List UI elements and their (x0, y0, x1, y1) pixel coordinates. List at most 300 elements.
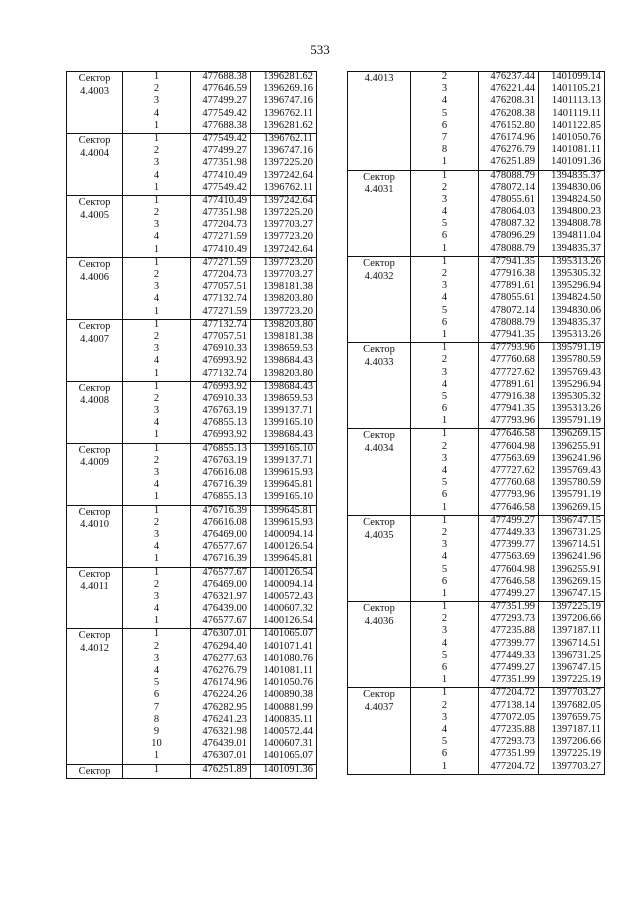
y-coordinate: 1394830.06 (539, 183, 605, 195)
point-number: 1 (123, 764, 191, 779)
y-coordinate: 1395769.43 (539, 368, 605, 380)
point-number: 1 (411, 515, 479, 528)
y-coordinate: 1394800.23 (539, 207, 605, 219)
x-coordinate: 476237.44 (479, 72, 539, 85)
sector-name: Сектор 4.4036 (348, 602, 411, 688)
y-coordinate: 1397206.66 (539, 614, 605, 626)
y-coordinate: 1396269.15 (539, 503, 605, 516)
x-coordinate: 476152.80 (479, 121, 539, 133)
y-coordinate: 1396255.91 (539, 442, 605, 454)
point-number: 3 (123, 344, 191, 356)
y-coordinate: 1395791.19 (539, 343, 605, 356)
x-coordinate: 477760.68 (479, 478, 539, 490)
y-coordinate: 1398659.53 (251, 344, 317, 356)
table-row (348, 343, 605, 356)
point-number: 1 (123, 505, 191, 518)
y-coordinate: 1400094.14 (251, 530, 317, 542)
point-number: 2 (411, 269, 479, 281)
point-number: 1 (123, 319, 191, 332)
y-coordinate: 1395769.43 (539, 466, 605, 478)
point-number: 4 (411, 207, 479, 219)
x-coordinate: 477057.51 (191, 282, 251, 294)
x-coordinate: 476294.40 (191, 642, 251, 654)
point-number: 4 (411, 466, 479, 478)
table-row (67, 319, 317, 332)
x-coordinate: 477916.38 (479, 269, 539, 281)
x-coordinate: 476469.00 (191, 580, 251, 592)
point-number: 6 (411, 318, 479, 330)
x-coordinate: 477072.05 (479, 713, 539, 725)
point-number: 4 (123, 480, 191, 492)
point-number: 3 (411, 368, 479, 380)
sector-name: Сектор 4.4012 (67, 629, 123, 764)
x-coordinate: 476241.23 (191, 715, 251, 727)
x-coordinate: 476993.92 (191, 430, 251, 443)
point-number: 1 (411, 589, 479, 602)
y-coordinate: 1396281.62 (251, 72, 317, 85)
x-coordinate: 477235.88 (479, 725, 539, 737)
point-number: 3 (123, 282, 191, 294)
y-coordinate: 1397187.11 (539, 626, 605, 638)
point-number: 6 (411, 749, 479, 761)
x-coordinate: 478088.79 (479, 170, 539, 183)
y-coordinate: 1401080.76 (251, 654, 317, 666)
sector-name: Сектор 4.4007 (67, 319, 123, 381)
sector-name: Сектор 4.4009 (67, 443, 123, 505)
x-coordinate: 476469.00 (191, 530, 251, 542)
point-number: 6 (411, 121, 479, 133)
sector-name: Сектор 4.4004 (67, 133, 123, 195)
point-number: 2 (411, 183, 479, 195)
x-coordinate: 477727.62 (479, 466, 539, 478)
x-coordinate: 477499.27 (479, 589, 539, 602)
point-number: 4 (411, 639, 479, 651)
point-number: 9 (123, 727, 191, 739)
x-coordinate: 477410.49 (191, 195, 251, 208)
x-coordinate: 476174.96 (191, 678, 251, 690)
x-coordinate: 476855.13 (191, 443, 251, 456)
x-coordinate: 477351.99 (479, 749, 539, 761)
point-number: 2 (123, 394, 191, 406)
y-coordinate: 1397703.27 (251, 220, 317, 232)
point-number: 1 (123, 183, 191, 196)
y-coordinate: 1398181.38 (251, 332, 317, 344)
sector-name: Сектор 4.4033 (348, 343, 411, 429)
sector-name: Сектор 4.4035 (348, 515, 411, 601)
y-coordinate: 1399137.71 (251, 456, 317, 468)
point-number: 7 (123, 703, 191, 715)
y-coordinate: 1395305.32 (539, 392, 605, 404)
point-number: 1 (411, 503, 479, 516)
y-coordinate: 1398203.80 (251, 319, 317, 332)
y-coordinate: 1396714.51 (539, 639, 605, 651)
point-number: 5 (411, 478, 479, 490)
sector-name: Сектор 4.4006 (67, 257, 123, 319)
y-coordinate: 1394824.50 (539, 293, 605, 305)
x-coordinate: 477549.42 (191, 109, 251, 121)
x-coordinate: 477646.58 (479, 503, 539, 516)
x-coordinate: 477235.88 (479, 626, 539, 638)
point-number: 3 (123, 96, 191, 108)
point-number: 6 (411, 490, 479, 502)
y-coordinate: 1397703.27 (539, 688, 605, 701)
x-coordinate: 477138.14 (479, 701, 539, 713)
table-row (67, 505, 317, 518)
point-number: 4 (123, 171, 191, 183)
table-row (67, 629, 317, 642)
x-coordinate: 476577.67 (191, 542, 251, 554)
point-number: 4 (411, 725, 479, 737)
x-coordinate: 476282.95 (191, 703, 251, 715)
x-coordinate: 476321.97 (191, 592, 251, 604)
x-coordinate: 476439.00 (191, 604, 251, 616)
y-coordinate: 1396747.15 (539, 515, 605, 528)
y-coordinate: 1395296.94 (539, 380, 605, 392)
table-row (67, 764, 317, 779)
x-coordinate: 477549.42 (191, 183, 251, 196)
x-coordinate: 478055.61 (479, 293, 539, 305)
point-number: 5 (411, 565, 479, 577)
sector-name: Сектор 4.4008 (67, 381, 123, 443)
table-row (348, 515, 605, 528)
y-coordinate: 1396747.16 (251, 146, 317, 158)
y-coordinate: 1401122.85 (539, 121, 605, 133)
x-coordinate: 477271.59 (191, 307, 251, 320)
point-number: 4 (123, 294, 191, 306)
point-number: 1 (123, 133, 191, 146)
point-number: 2 (411, 528, 479, 540)
x-coordinate: 477293.73 (479, 737, 539, 749)
point-number: 4 (411, 552, 479, 564)
y-coordinate: 1394835.37 (539, 318, 605, 330)
y-coordinate: 1394830.06 (539, 306, 605, 318)
y-coordinate: 1394824.50 (539, 195, 605, 207)
x-coordinate: 477646.58 (479, 577, 539, 589)
x-coordinate: 477410.49 (191, 245, 251, 258)
x-coordinate: 478055.61 (479, 195, 539, 207)
y-coordinate: 1397225.19 (539, 602, 605, 615)
sector-name: Сектор 4.4032 (348, 256, 411, 342)
table-row (348, 688, 605, 701)
x-coordinate: 477410.49 (191, 171, 251, 183)
point-number: 6 (123, 690, 191, 702)
y-coordinate: 1394811.04 (539, 231, 605, 243)
point-number: 1 (411, 688, 479, 701)
y-coordinate: 1395791.19 (539, 416, 605, 429)
point-number: 3 (411, 626, 479, 638)
x-coordinate: 476716.39 (191, 505, 251, 518)
point-number: 3 (123, 530, 191, 542)
table-row (67, 257, 317, 270)
x-coordinate: 477499.27 (191, 96, 251, 108)
y-coordinate: 1397723.20 (251, 257, 317, 270)
y-coordinate: 1397225.20 (251, 208, 317, 220)
y-coordinate: 1397225.19 (539, 675, 605, 688)
x-coordinate: 477499.27 (479, 663, 539, 675)
point-number: 2 (123, 208, 191, 220)
point-number: 1 (123, 72, 191, 85)
y-coordinate: 1399137.71 (251, 406, 317, 418)
y-coordinate: 1395296.94 (539, 281, 605, 293)
table-row (348, 256, 605, 269)
x-coordinate: 476208.31 (479, 96, 539, 108)
y-coordinate: 1401081.11 (251, 666, 317, 678)
point-number: 2 (123, 518, 191, 530)
point-number: 4 (123, 542, 191, 554)
table-row (67, 443, 317, 456)
point-number: 2 (411, 355, 479, 367)
y-coordinate: 1395305.32 (539, 269, 605, 281)
point-number: 1 (411, 330, 479, 343)
y-coordinate: 1397225.20 (251, 158, 317, 170)
y-coordinate: 1400572.44 (251, 727, 317, 739)
point-number: 5 (411, 651, 479, 663)
y-coordinate: 1400881.99 (251, 703, 317, 715)
point-number: 1 (123, 307, 191, 320)
y-coordinate: 1396762.11 (251, 183, 317, 196)
x-coordinate: 477204.73 (191, 220, 251, 232)
x-coordinate: 477793.96 (479, 343, 539, 356)
sector-name: Сектор 4.4011 (67, 567, 123, 629)
x-coordinate: 477499.27 (479, 515, 539, 528)
y-coordinate: 1396762.11 (251, 109, 317, 121)
y-coordinate: 1401065.07 (251, 629, 317, 642)
y-coordinate: 1395313.26 (539, 256, 605, 269)
point-number: 8 (411, 145, 479, 157)
point-number: 2 (123, 84, 191, 96)
x-coordinate: 476251.89 (479, 157, 539, 170)
table-row (348, 72, 605, 85)
point-number: 1 (123, 369, 191, 382)
y-coordinate: 1395791.19 (539, 490, 605, 502)
x-coordinate: 478072.14 (479, 306, 539, 318)
x-coordinate: 477132.74 (191, 369, 251, 382)
point-number: 1 (411, 157, 479, 170)
x-coordinate: 476307.01 (191, 751, 251, 764)
point-number: 1 (123, 492, 191, 505)
x-coordinate: 477688.38 (191, 121, 251, 134)
point-number: 3 (411, 84, 479, 96)
table-row (67, 72, 317, 85)
point-number: 1 (411, 762, 479, 775)
point-number: 5 (411, 737, 479, 749)
x-coordinate: 477204.72 (479, 762, 539, 775)
point-number: 1 (123, 121, 191, 134)
x-coordinate: 476993.92 (191, 356, 251, 368)
x-coordinate: 477351.98 (191, 158, 251, 170)
point-number: 1 (411, 416, 479, 429)
y-coordinate: 1398203.80 (251, 294, 317, 306)
y-coordinate: 1395780.59 (539, 355, 605, 367)
point-number: 4 (411, 293, 479, 305)
y-coordinate: 1394835.37 (539, 244, 605, 257)
y-coordinate: 1396747.15 (539, 589, 605, 602)
x-coordinate: 476276.79 (191, 666, 251, 678)
y-coordinate: 1399615.93 (251, 518, 317, 530)
sector-name: Сектор (67, 764, 123, 779)
y-coordinate: 1398684.43 (251, 430, 317, 443)
x-coordinate: 476855.13 (191, 492, 251, 505)
x-coordinate: 478096.29 (479, 231, 539, 243)
y-coordinate: 1401091.36 (539, 157, 605, 170)
sector-name: Сектор 4.4003 (67, 72, 123, 134)
y-coordinate: 1396747.16 (251, 96, 317, 108)
point-number: 6 (411, 404, 479, 416)
y-coordinate: 1396762.11 (251, 133, 317, 146)
x-coordinate: 476616.08 (191, 468, 251, 480)
x-coordinate: 477891.61 (479, 380, 539, 392)
y-coordinate: 1396255.91 (539, 565, 605, 577)
x-coordinate: 477293.73 (479, 614, 539, 626)
point-number: 7 (411, 133, 479, 145)
x-coordinate: 477271.59 (191, 232, 251, 244)
y-coordinate: 1400890.38 (251, 690, 317, 702)
x-coordinate: 477604.98 (479, 442, 539, 454)
x-coordinate: 476993.92 (191, 381, 251, 394)
x-coordinate: 478088.79 (479, 318, 539, 330)
x-coordinate: 476174.96 (479, 133, 539, 145)
point-number: 1 (123, 245, 191, 258)
point-number: 3 (123, 220, 191, 232)
y-coordinate: 1401113.13 (539, 96, 605, 108)
y-coordinate: 1397242.64 (251, 171, 317, 183)
point-number: 2 (123, 580, 191, 592)
x-coordinate: 477399.77 (479, 540, 539, 552)
x-coordinate: 477132.74 (191, 294, 251, 306)
y-coordinate: 1396241.96 (539, 454, 605, 466)
y-coordinate: 1396731.25 (539, 528, 605, 540)
x-coordinate: 476577.67 (191, 616, 251, 629)
sector-name: Сектор 4.4005 (67, 195, 123, 257)
x-coordinate: 477549.42 (191, 133, 251, 146)
y-coordinate: 1396241.96 (539, 552, 605, 564)
point-number: 2 (123, 270, 191, 282)
x-coordinate: 476716.39 (191, 554, 251, 567)
x-coordinate: 476208.38 (479, 109, 539, 121)
point-number: 1 (123, 616, 191, 629)
x-coordinate: 477646.59 (191, 84, 251, 96)
x-coordinate: 477449.33 (479, 651, 539, 663)
y-coordinate: 1401099.14 (539, 72, 605, 85)
y-coordinate: 1396731.25 (539, 651, 605, 663)
y-coordinate: 1400607.31 (251, 739, 317, 751)
point-number: 1 (411, 429, 479, 442)
point-number: 3 (123, 654, 191, 666)
x-coordinate: 477271.59 (191, 257, 251, 270)
y-coordinate: 1397723.20 (251, 307, 317, 320)
y-coordinate: 1397242.64 (251, 245, 317, 258)
y-coordinate: 1397225.19 (539, 749, 605, 761)
point-number: 3 (123, 468, 191, 480)
y-coordinate: 1397659.75 (539, 713, 605, 725)
y-coordinate: 1401119.11 (539, 109, 605, 121)
y-coordinate: 1396269.16 (251, 84, 317, 96)
y-coordinate: 1394835.37 (539, 170, 605, 183)
x-coordinate: 478072.14 (479, 183, 539, 195)
x-coordinate: 477941.35 (479, 330, 539, 343)
x-coordinate: 478087.32 (479, 219, 539, 231)
point-number: 1 (411, 675, 479, 688)
y-coordinate: 1399165.10 (251, 418, 317, 430)
point-number: 3 (123, 406, 191, 418)
x-coordinate: 477563.69 (479, 552, 539, 564)
point-number: 2 (411, 614, 479, 626)
y-coordinate: 1400835.11 (251, 715, 317, 727)
x-coordinate: 477604.98 (479, 565, 539, 577)
y-coordinate: 1397206.66 (539, 737, 605, 749)
x-coordinate: 476910.33 (191, 344, 251, 356)
sector-name: Сектор 4.4031 (348, 170, 411, 256)
y-coordinate: 1400094.14 (251, 580, 317, 592)
point-number: 3 (411, 281, 479, 293)
point-number: 6 (411, 577, 479, 589)
x-coordinate: 478064.03 (479, 207, 539, 219)
point-number: 8 (123, 715, 191, 727)
y-coordinate: 1397703.27 (539, 762, 605, 775)
x-coordinate: 477204.73 (191, 270, 251, 282)
point-number: 1 (123, 257, 191, 270)
page-number: 533 (310, 42, 330, 57)
point-number: 3 (123, 592, 191, 604)
point-number: 2 (123, 456, 191, 468)
x-coordinate: 476577.67 (191, 567, 251, 580)
x-coordinate: 477563.69 (479, 454, 539, 466)
point-number: 3 (411, 195, 479, 207)
coordinates-table-left (66, 71, 317, 779)
table-row (67, 195, 317, 208)
point-number: 1 (123, 751, 191, 764)
x-coordinate: 476224.26 (191, 690, 251, 702)
point-number: 2 (123, 146, 191, 158)
point-number: 3 (411, 713, 479, 725)
point-number: 1 (411, 170, 479, 183)
y-coordinate: 1401091.36 (251, 764, 317, 779)
table-row (67, 567, 317, 580)
point-number: 3 (411, 540, 479, 552)
point-number: 4 (123, 109, 191, 121)
x-coordinate: 476716.39 (191, 480, 251, 492)
point-number: 1 (411, 602, 479, 615)
y-coordinate: 1395313.26 (539, 330, 605, 343)
x-coordinate: 477760.68 (479, 355, 539, 367)
point-number: 1 (123, 430, 191, 443)
x-coordinate: 477057.51 (191, 332, 251, 344)
point-number: 1 (411, 244, 479, 257)
y-coordinate: 1398684.43 (251, 356, 317, 368)
table-row (348, 429, 605, 442)
y-coordinate: 1397187.11 (539, 725, 605, 737)
y-coordinate: 1397682.05 (539, 701, 605, 713)
x-coordinate: 476763.19 (191, 406, 251, 418)
y-coordinate: 1396269.15 (539, 429, 605, 442)
x-coordinate: 476910.33 (191, 394, 251, 406)
x-coordinate: 477646.58 (479, 429, 539, 442)
x-coordinate: 477891.61 (479, 281, 539, 293)
point-number: 2 (411, 701, 479, 713)
y-coordinate: 1400126.54 (251, 567, 317, 580)
x-coordinate: 477916.38 (479, 392, 539, 404)
x-coordinate: 477204.72 (479, 688, 539, 701)
point-number: 5 (411, 306, 479, 318)
sector-name: Сектор 4.4037 (348, 688, 411, 774)
y-coordinate: 1400607.32 (251, 604, 317, 616)
point-number: 1 (123, 443, 191, 456)
point-number: 4 (123, 232, 191, 244)
point-number: 4 (411, 380, 479, 392)
y-coordinate: 1394808.78 (539, 219, 605, 231)
y-coordinate: 1401065.07 (251, 751, 317, 764)
point-number: 1 (123, 381, 191, 394)
